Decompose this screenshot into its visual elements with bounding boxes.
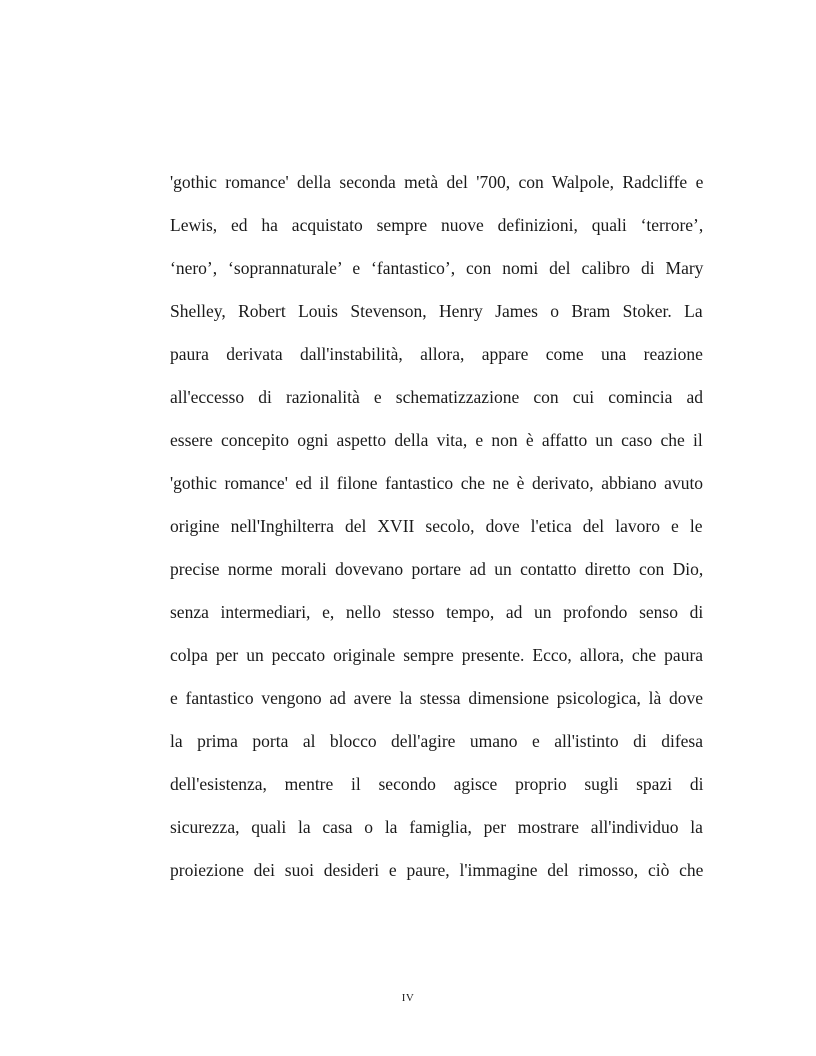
text-line: paura derivata dall'instabilità, allora, appare come una reazione [170, 344, 703, 364]
text-line: ‘nero’, ‘soprannaturale’ e ‘fantastico’, con nomi del calibro di Mary [170, 258, 704, 278]
text-line: all'eccesso di razionalità e schematizzazione con cui comincia ad [170, 387, 704, 407]
text-line: dell'esistenza, mentre il secondo agisce proprio sugli spazi di [170, 774, 704, 794]
text-line: 'gothic romance' della seconda metà del '700, con Walpole, Radcliffe e [170, 172, 704, 192]
text-line: Shelley, Robert Louis Stevenson, Henry James o Bram Stoker. La [170, 301, 703, 321]
text-line: origine nell'Inghilterra del XVII secolo, dove l'etica del lavoro e le [170, 516, 703, 536]
text-line: Lewis, ed ha acquistato sempre nuove definizioni, quali ‘terrore’, [170, 215, 704, 235]
text-line: precise norme morali dovevano portare ad un contatto diretto con Dio, [170, 559, 704, 579]
body-text [170, 170, 703, 901]
text-line: e fantastico vengono ad avere la stessa dimensione psicologica, là dove [170, 688, 704, 708]
text-line: sicurezza, quali la casa o la famiglia, per mostrare all'individuo la [170, 817, 703, 837]
page-number: IV [401, 992, 415, 1004]
text-line: la prima porta al blocco dell'agire umano e all'istinto di difesa [170, 731, 703, 751]
text-line: proiezione dei suoi desideri e paure, l'immagine del rimosso, ciò che [170, 860, 704, 880]
text-line: senza intermediari, e, nello stesso tempo, ad un profondo senso di [170, 602, 704, 622]
text-line: essere concepito ogni aspetto della vita, e non è affatto un caso che il [170, 430, 703, 450]
text-line: 'gothic romance' ed il filone fantastico che ne è derivato, abbiano avuto [170, 473, 704, 493]
text-line: colpa per un peccato originale sempre presente. Ecco, allora, che paura [170, 645, 704, 665]
